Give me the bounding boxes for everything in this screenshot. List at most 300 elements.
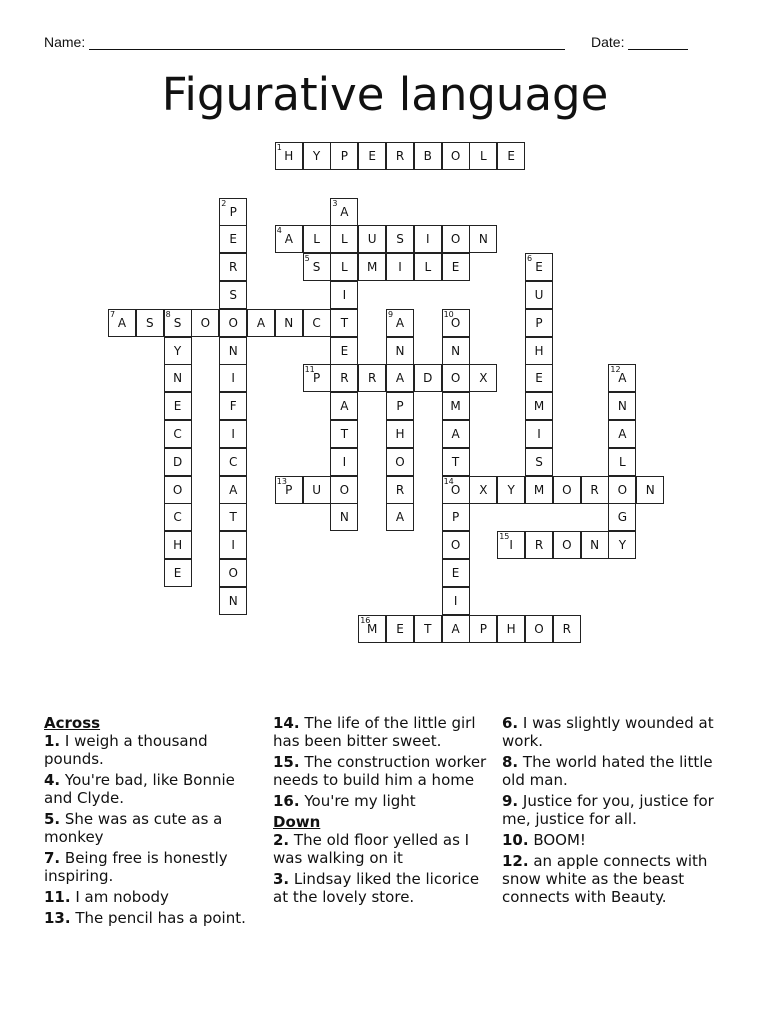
clue-item <box>44 849 256 885</box>
grid-cell[interactable] <box>164 476 192 504</box>
grid-cell[interactable] <box>497 476 525 504</box>
grid-cell[interactable] <box>608 392 636 420</box>
grid-cell[interactable] <box>358 615 386 643</box>
cell-letter: L <box>341 260 348 275</box>
clue-item <box>502 792 717 828</box>
grid-cell[interactable] <box>386 337 414 365</box>
clue-item <box>502 714 717 750</box>
clue-item <box>44 909 256 927</box>
cell-letter: R <box>395 482 405 497</box>
cell-letter: T <box>229 510 237 525</box>
cell-letter: I <box>537 427 541 441</box>
grid-cell[interactable] <box>497 615 525 643</box>
grid-cell[interactable] <box>219 309 247 337</box>
cell-letter: E <box>451 260 460 275</box>
grid-cell[interactable] <box>414 615 442 643</box>
grid-cell[interactable] <box>442 253 470 281</box>
cell-letter: C <box>173 510 182 525</box>
cell-letter: H <box>534 343 544 358</box>
cell-letter: O <box>617 482 628 497</box>
cell-letter: I <box>509 538 513 553</box>
clue-item <box>273 714 495 750</box>
grid-cell[interactable] <box>219 420 247 448</box>
clue-item <box>273 870 495 906</box>
cell-letter: R <box>590 482 599 497</box>
grid-cell[interactable] <box>608 503 636 531</box>
grid-cell[interactable] <box>164 559 192 587</box>
grid-cell[interactable] <box>442 615 470 643</box>
cell-letter: R <box>368 371 377 386</box>
cell-letter: O <box>562 482 572 497</box>
clue-item-text: You're my light <box>299 792 416 810</box>
grid-cell[interactable] <box>191 309 219 337</box>
grid-cell[interactable] <box>164 420 192 448</box>
cell-letter: R <box>229 260 238 275</box>
clue-item-number: 8. <box>502 753 519 771</box>
grid-cell[interactable] <box>525 337 553 365</box>
grid-cell[interactable] <box>330 142 358 170</box>
clue-item-number: 11. <box>44 888 71 906</box>
grid-cell[interactable] <box>386 615 414 643</box>
clue-number: 10 <box>443 309 454 319</box>
cell-letter: I <box>342 454 347 469</box>
clue-item-number: 9. <box>502 792 519 810</box>
grid-cell[interactable] <box>442 587 470 615</box>
grid-cell[interactable] <box>442 337 470 365</box>
clue-number: 12 <box>610 365 621 375</box>
clue-item-number: 10. <box>502 831 529 849</box>
cell-letter: I <box>453 593 458 608</box>
grid-cell[interactable] <box>442 392 470 420</box>
clues-column-2 <box>273 714 495 909</box>
grid-cell[interactable] <box>219 337 247 365</box>
clue-number: 16 <box>360 615 371 625</box>
cell-letter: O <box>339 482 350 497</box>
cell-letter: P <box>285 482 293 497</box>
cell-letter: N <box>284 315 294 330</box>
cell-letter: U <box>534 288 544 302</box>
clue-item-text: Being free is honestly inspiring. <box>44 849 228 885</box>
cell-letter: X <box>479 482 488 497</box>
grid-cell[interactable] <box>469 225 497 253</box>
grid-cell[interactable] <box>219 559 247 587</box>
cell-letter: X <box>479 371 488 386</box>
cell-letter: E <box>451 566 460 580</box>
cell-letter: S <box>173 315 182 330</box>
clue-number: 15 <box>499 532 510 542</box>
cell-letter: H <box>395 427 405 441</box>
grid-cell[interactable] <box>442 142 470 170</box>
clue-item-number: 3. <box>273 870 290 888</box>
cell-letter: O <box>228 566 238 580</box>
grid-cell[interactable] <box>442 503 470 531</box>
grid-cell[interactable] <box>386 448 414 476</box>
cell-letter: O <box>450 371 461 386</box>
cell-letter: P <box>396 399 404 414</box>
grid-cell[interactable] <box>164 531 192 559</box>
grid-cell[interactable] <box>414 142 442 170</box>
cell-letter: S <box>145 315 154 330</box>
cell-letter: R <box>534 538 544 553</box>
cell-letter: P <box>312 371 321 386</box>
cell-letter: L <box>313 232 320 247</box>
cell-letter: A <box>340 204 349 219</box>
grid-cell[interactable] <box>414 225 442 253</box>
cell-letter: O <box>395 454 405 469</box>
grid-cell[interactable] <box>303 364 331 392</box>
cell-letter: A <box>451 621 460 636</box>
grid-cell[interactable] <box>275 476 303 504</box>
cell-letter: L <box>424 260 432 275</box>
cell-letter: P <box>535 315 543 330</box>
cell-letter: B <box>423 149 432 163</box>
grid-cell[interactable] <box>164 364 192 392</box>
grid-cell[interactable] <box>581 476 609 504</box>
grid-cell[interactable] <box>136 309 164 337</box>
cell-letter: S <box>396 232 404 247</box>
clue-item <box>502 831 717 849</box>
clue-item <box>44 888 256 906</box>
grid-cell[interactable] <box>469 142 497 170</box>
cell-letter: I <box>231 427 235 441</box>
grid-cell[interactable] <box>219 392 247 420</box>
cell-letter: S <box>535 454 543 469</box>
cell-letter: I <box>231 538 235 553</box>
grid-cell[interactable] <box>330 309 358 337</box>
clue-item <box>44 771 256 807</box>
grid-cell[interactable] <box>525 281 553 309</box>
grid-cell[interactable] <box>414 364 442 392</box>
cell-letter: E <box>507 149 515 163</box>
grid-cell[interactable] <box>608 448 636 476</box>
cell-letter: F <box>229 399 237 414</box>
clue-item-number: 7. <box>44 849 61 867</box>
grid-cell[interactable] <box>525 448 553 476</box>
grid-cell[interactable] <box>330 392 358 420</box>
grid-cell[interactable] <box>164 503 192 531</box>
grid-cell[interactable] <box>386 225 414 253</box>
grid-cell[interactable] <box>330 281 358 309</box>
clue-number: 2 <box>221 198 227 208</box>
cell-letter: T <box>340 315 349 330</box>
grid-cell[interactable] <box>525 253 553 281</box>
clue-item <box>502 852 717 906</box>
across-clue-list-continued <box>273 714 495 810</box>
clue-item-number: 13. <box>44 909 71 927</box>
cell-letter: O <box>450 149 461 163</box>
grid-cell[interactable] <box>108 309 136 337</box>
cell-letter: I <box>398 260 402 275</box>
clue-number: 7 <box>110 309 116 319</box>
clues-column-3 <box>502 714 717 909</box>
cell-letter: M <box>367 621 378 636</box>
grid-cell[interactable] <box>469 364 497 392</box>
grid-cell[interactable] <box>581 531 609 559</box>
grid-cell[interactable] <box>442 476 470 504</box>
cell-letter: C <box>173 427 182 441</box>
cell-letter: A <box>340 399 349 414</box>
cell-letter: D <box>172 454 183 469</box>
clue-item-text: BOOM! <box>528 831 586 849</box>
cell-letter: E <box>340 343 349 358</box>
grid-cell[interactable] <box>330 420 358 448</box>
clue-number: 8 <box>165 309 171 319</box>
clues-column-1 <box>44 714 256 930</box>
grid-cell[interactable] <box>247 309 275 337</box>
cell-letter: M <box>533 399 545 414</box>
cell-letter: T <box>340 427 349 441</box>
cell-letter: D <box>423 371 433 386</box>
clue-item-text: an apple connects with snow white as the beast connects with Beauty. <box>502 852 708 906</box>
grid-cell[interactable] <box>469 615 497 643</box>
cell-letter: L <box>480 149 487 163</box>
grid-cell[interactable] <box>275 142 303 170</box>
cell-letter: A <box>395 315 405 330</box>
grid-cell[interactable] <box>219 448 247 476</box>
grid-cell[interactable] <box>358 253 386 281</box>
grid-cell[interactable] <box>442 448 470 476</box>
cell-letter: N <box>395 343 405 358</box>
down-clue-list-continued <box>502 714 717 906</box>
grid-cell[interactable] <box>608 420 636 448</box>
clue-item <box>273 753 495 789</box>
grid-cell[interactable] <box>386 364 414 392</box>
grid-cell[interactable] <box>275 225 303 253</box>
grid-cell[interactable] <box>497 142 525 170</box>
clue-number: 5 <box>304 254 310 264</box>
clue-number: 3 <box>332 198 338 208</box>
grid-cell[interactable] <box>442 225 470 253</box>
grid-cell[interactable] <box>358 225 386 253</box>
clue-number: 6 <box>527 254 533 264</box>
clue-item-text: The pencil has a point. <box>70 909 246 927</box>
clue-item-text: You're bad, like Bonnie and Clyde. <box>44 771 235 807</box>
cell-letter: Y <box>173 343 182 358</box>
clue-item-text: She was as cute as a monkey <box>44 810 223 846</box>
cell-letter: N <box>228 343 238 358</box>
clue-item-number: 15. <box>273 753 300 771</box>
cell-letter: A <box>618 371 627 386</box>
grid-cell[interactable] <box>164 337 192 365</box>
clue-number: 14 <box>443 476 454 486</box>
cell-letter: O <box>450 315 461 330</box>
grid-cell[interactable] <box>553 531 581 559</box>
cell-letter: O <box>562 538 572 553</box>
cell-letter: O <box>450 538 461 553</box>
clue-item-text: I was slightly wounded at work. <box>502 714 714 750</box>
cell-letter: A <box>395 371 405 386</box>
across-heading: Across <box>44 714 101 732</box>
cell-letter: A <box>284 232 293 247</box>
grid-cell[interactable] <box>275 309 303 337</box>
down-heading: Down <box>273 813 321 831</box>
cell-letter: A <box>395 510 405 525</box>
clue-item-number: 14. <box>273 714 300 732</box>
cell-letter: C <box>312 315 321 330</box>
grid-cell[interactable] <box>219 281 247 309</box>
cell-letter: H <box>173 538 183 553</box>
grid-cell[interactable] <box>386 309 414 337</box>
grid-cell[interactable] <box>219 364 247 392</box>
grid-cell[interactable] <box>553 615 581 643</box>
clue-item-number: 6. <box>502 714 519 732</box>
cell-letter: O <box>228 315 238 330</box>
cell-letter: A <box>618 427 627 441</box>
grid-cell[interactable] <box>386 420 414 448</box>
cell-letter: Y <box>618 538 627 553</box>
cell-letter: P <box>229 204 237 219</box>
cell-letter: P <box>479 621 488 636</box>
grid-cell[interactable] <box>525 476 553 504</box>
cell-letter: E <box>173 566 182 580</box>
grid-cell[interactable] <box>442 420 470 448</box>
name-label: Name: <box>44 34 86 50</box>
grid-cell[interactable] <box>553 476 581 504</box>
grid-cell[interactable] <box>386 142 414 170</box>
clue-item-text: Lindsay liked the licorice at the lovely store. <box>273 870 480 906</box>
grid-cell[interactable] <box>469 476 497 504</box>
cell-letter: R <box>395 149 405 163</box>
clue-number: 4 <box>276 226 282 236</box>
cell-letter: A <box>451 427 460 441</box>
grid-cell[interactable] <box>219 198 247 226</box>
clue-number: 1 <box>276 143 282 152</box>
clue-item-number: 1. <box>44 732 61 750</box>
grid-cell[interactable] <box>608 476 636 504</box>
grid-cell[interactable] <box>219 253 247 281</box>
clue-item-text: I am nobody <box>70 888 169 906</box>
grid-cell[interactable] <box>386 253 414 281</box>
cell-letter: S <box>229 288 237 302</box>
cell-letter: Y <box>312 149 321 163</box>
cell-letter: E <box>173 399 182 414</box>
grid-cell[interactable] <box>330 503 358 531</box>
grid-cell[interactable] <box>442 364 470 392</box>
cell-letter: U <box>367 232 377 247</box>
clue-number: 11 <box>304 365 315 375</box>
grid-cell[interactable] <box>164 392 192 420</box>
grid-cell[interactable] <box>386 503 414 531</box>
grid-cell[interactable] <box>525 309 553 337</box>
grid-cell[interactable] <box>525 420 553 448</box>
cell-letter: T <box>451 454 460 469</box>
clue-item-text: The old floor yelled as I was walking on it <box>273 831 470 867</box>
grid-cell[interactable] <box>358 142 386 170</box>
cell-letter: O <box>450 482 461 497</box>
clue-item-text: Justice for you, justice for me, justice for all. <box>502 792 714 828</box>
grid-cell[interactable] <box>219 531 247 559</box>
grid-cell[interactable] <box>525 531 553 559</box>
grid-cell[interactable] <box>608 364 636 392</box>
grid-cell[interactable] <box>608 531 636 559</box>
across-clue-list <box>44 732 256 927</box>
grid-cell[interactable] <box>303 142 331 170</box>
grid-cell[interactable] <box>525 615 553 643</box>
grid-cell[interactable] <box>303 309 331 337</box>
cell-letter: R <box>340 371 349 386</box>
cell-letter: N <box>228 593 238 608</box>
grid-cell[interactable] <box>442 309 470 337</box>
cell-letter: M <box>533 482 545 497</box>
grid-cell[interactable] <box>164 309 192 337</box>
cell-letter: N <box>478 232 488 247</box>
cell-letter: E <box>229 232 237 247</box>
grid-cell[interactable] <box>442 559 470 587</box>
grid-cell[interactable] <box>414 253 442 281</box>
cell-letter: A <box>229 482 238 497</box>
down-clue-list <box>273 831 495 906</box>
cell-letter: I <box>342 288 347 302</box>
grid-cell[interactable] <box>219 225 247 253</box>
cell-letter: M <box>450 399 461 414</box>
grid-cell[interactable] <box>219 476 247 504</box>
grid-cell[interactable] <box>303 225 331 253</box>
grid-cell[interactable] <box>330 198 358 226</box>
grid-cell[interactable] <box>636 476 664 504</box>
cell-letter: L <box>341 232 348 247</box>
grid-cell[interactable] <box>330 476 358 504</box>
grid-cell[interactable] <box>330 364 358 392</box>
cell-letter: N <box>617 399 627 414</box>
grid-cell[interactable] <box>386 392 414 420</box>
grid-cell[interactable] <box>525 364 553 392</box>
grid-cell[interactable] <box>330 253 358 281</box>
cell-letter: H <box>506 621 516 636</box>
cell-letter: A <box>256 315 266 330</box>
page-title: Figurative language <box>161 68 609 121</box>
grid-cell[interactable] <box>303 253 331 281</box>
cell-letter: E <box>396 621 404 636</box>
clue-item <box>44 810 256 846</box>
grid-cell[interactable] <box>330 448 358 476</box>
cell-letter: I <box>426 232 430 247</box>
grid-cell[interactable] <box>386 476 414 504</box>
grid-cell[interactable] <box>219 587 247 615</box>
date-label: Date: <box>591 34 625 50</box>
clue-item-text: The life of the little girl has been bitter sweet. <box>273 714 476 750</box>
clue-number: 9 <box>388 309 394 319</box>
cell-letter: E <box>535 371 543 386</box>
clue-item-number: 5. <box>44 810 61 828</box>
cell-letter: P <box>451 510 460 525</box>
grid-cell[interactable] <box>330 225 358 253</box>
cell-letter: A <box>117 315 127 330</box>
grid-cell[interactable] <box>358 364 386 392</box>
clue-item <box>273 831 495 867</box>
grid-cell[interactable] <box>442 531 470 559</box>
cell-letter: O <box>172 482 183 497</box>
cell-letter: N <box>173 371 183 386</box>
cell-letter: H <box>284 149 294 163</box>
cell-letter: S <box>312 260 321 275</box>
grid-cell[interactable] <box>164 448 192 476</box>
clue-item <box>44 732 256 768</box>
cell-letter: G <box>617 510 628 525</box>
cell-letter: N <box>451 343 461 358</box>
cell-letter: Y <box>507 482 515 497</box>
grid-cell[interactable] <box>497 531 525 559</box>
cell-letter: I <box>231 371 235 386</box>
grid-cell[interactable] <box>525 392 553 420</box>
grid-cell[interactable] <box>330 337 358 365</box>
cell-letter: O <box>200 315 211 330</box>
cell-letter: M <box>367 260 378 275</box>
grid-cell[interactable] <box>303 476 331 504</box>
clue-item-text: I weigh a thousand pounds. <box>44 732 208 768</box>
cell-letter: O <box>450 232 461 247</box>
grid-cell[interactable] <box>219 503 247 531</box>
clue-item-text: The construction worker needs to build him a home <box>273 753 487 789</box>
